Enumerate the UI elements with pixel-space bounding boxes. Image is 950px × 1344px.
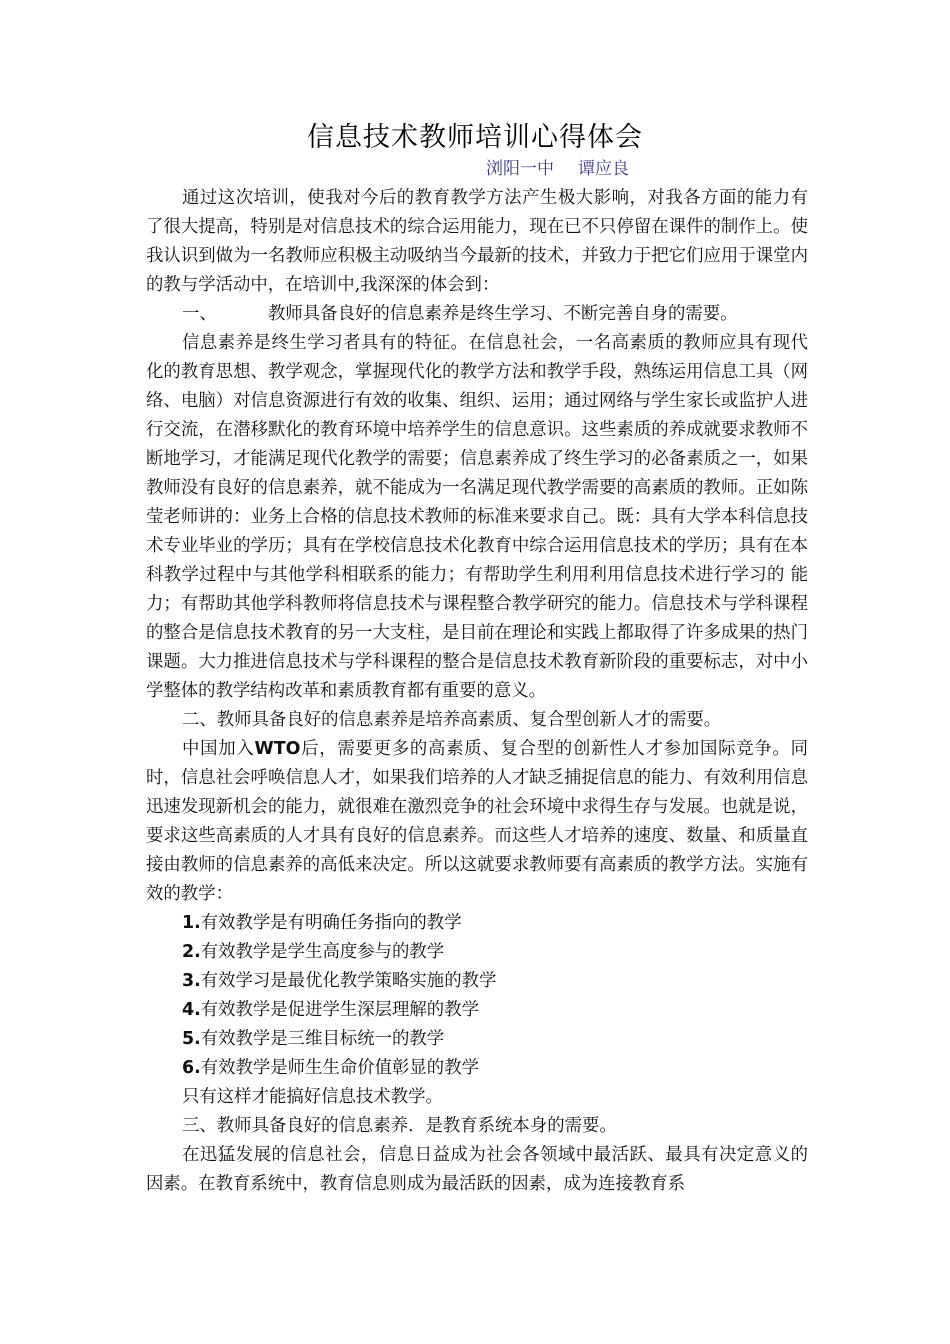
list-item	[146, 1025, 808, 1054]
list-item-number: 2.	[182, 942, 201, 962]
author-line	[486, 157, 629, 181]
section3-heading: 三、教师具备良好的信息素养．是教育系统本身的需要。	[182, 1116, 617, 1136]
section2-paragraph	[146, 735, 808, 909]
list-item	[146, 938, 808, 967]
section2-para-prefix: 中国加入	[182, 739, 255, 759]
list-item-number: 4.	[182, 1000, 201, 1020]
author-school: 浏阳一中	[486, 159, 554, 179]
list-item-text: 有效教学是有明确任务指向的教学	[200, 913, 462, 933]
section2-para-rest: 后，需要更多的高素质、复合型的创新性人才参加国际竞争。同时，信息社会呼唤信息人才，如果我们培养的人才缺乏捕捉信息的能力、有效利用信息迅速发现新机会的能力，就很难在激烈竞争的社会环境中求得生存与发展。也就是说，要求这些高素质的人才具有良好的信息素养。而这些人才培养的速度、数量、和质量直接由教师的信息素养的高低来决定。所以这就要求教师要有高素质的教学方法。实施有效的教学：	[146, 739, 808, 904]
section2-heading: 二、教师具备良好的信息素养是培养高素质、复合型创新人才的需要。	[182, 710, 722, 730]
list-item-number: 5.	[182, 1029, 201, 1049]
list-item-number: 3.	[182, 971, 201, 991]
section1-heading	[146, 300, 808, 329]
list-item-text: 有效教学是学生高度参与的教学	[200, 942, 445, 962]
list-item-number: 6.	[182, 1058, 201, 1078]
list-closing: 只有这样才能搞好信息技术教学。	[182, 1087, 443, 1107]
document-body	[146, 184, 808, 1199]
list-item	[146, 996, 808, 1025]
author-name: 谭应良	[578, 159, 629, 179]
list-item	[146, 967, 808, 996]
intro-paragraph: 通过这次培训，使我对今后的教育教学方法产生极大影响，对我各方面的能力有了很大提高，特别是对信息技术的综合运用能力，现在已不只停留在课件的制作上。使我认识到做为一名教师应积极主动吸纳当今最新的技术，并致力于把它们应用于课堂内的教与学活动中，在培训中,我深深的体会到：	[146, 188, 808, 295]
list-item-text: 有效学习是最优化教学策略实施的教学	[200, 971, 497, 991]
section1-paragraph: 信息素养是终生学习者具有的特征。在信息社会，一名高素质的教师应具有现代化的教育思想、教学观念，掌握现代化的教学方法和教学手段，熟练运用信息工具（网络、电脑）对信息资源进行有效的收集、组织、运用；通过网络与学生家长或监护人进行交流，在潜移默化的教育环境中培养学生的信息意识。这些素质的养成就要求教师不断地学习，才能满足现代化教学的需要；信息素养成了终生学习的必备素质之一，如果教师没有良好的信息素养，就不能成为一名满足现代教学需要的高素质的教师。正如陈莹老师讲的：业务上合格的信息技术教师的标准来要求自己。既：具有大学本科信息技术专业毕业的学历；具有在学校信息技术化教育中综合运用信息技术的学历；具有在本科教学过程中与其他学科相联系的能力；有帮助学生利用利用信息技术进行学习的 能力；有帮助其他学科教师将信息技术与课程整合教学研究的能力。信息技术与学科课程的整合是信息技术教育的另一大支柱，是目前在理论和实践上都取得了许多成果的热门课题。大力推进信息技术与学科课程的整合是信息技术教育新阶段的重要标志，对中小学整体的教学结构改革和素质教育都有重要的意义。	[146, 333, 808, 701]
document-title: 信息技术教师培训心得体会	[307, 122, 643, 153]
list-item-text: 有效教学是师生生命价值彰显的教学	[200, 1058, 479, 1078]
list-item-number: 1.	[182, 913, 201, 933]
section1-heading-text: 教师具备良好的信息素养是终生学习、不断完善自身的需要。	[268, 304, 738, 324]
list-item	[146, 1054, 808, 1083]
list-item	[146, 909, 808, 938]
section2-para-wto: WTO	[254, 739, 301, 759]
list-item-text: 有效教学是促进学生深层理解的教学	[200, 1000, 479, 1020]
list-item-text: 有效教学是三维目标统一的教学	[200, 1029, 445, 1049]
section3-paragraph: 在迅猛发展的信息社会，信息日益成为社会各领域中最活跃、最具有决定意义的因素。在教育系统中，教育信息则成为最活跃的因素，成为连接教育系	[146, 1145, 808, 1194]
section1-marker: 一、	[182, 304, 217, 324]
